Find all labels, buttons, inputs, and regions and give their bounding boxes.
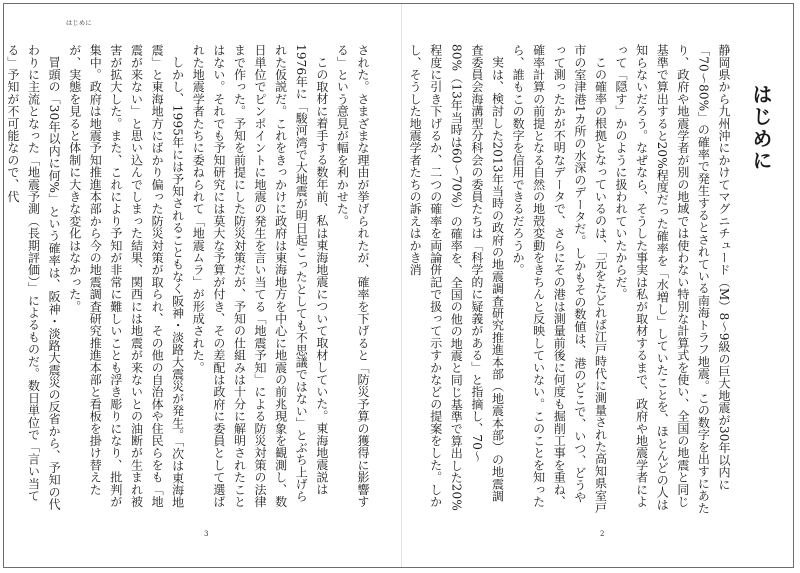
right-page-body — [408, 44, 734, 514]
paragraph: 冒頭の「30年以内に何%」という確率は、阪神・淡路大震災の反省から、予知の代わりに主流となった「地震予測（長期評価）」によるものだ。数日単位で「言い当てる」予知が不可能なので、代 — [5, 44, 62, 511]
chapter-title: はじめに — [749, 84, 773, 172]
paragraph: 実は、検討した2013年当時の政府の地震調査研究推進本部（地震本部）の地震調査委員会海溝型分科会の委員たちは「科学的に疑義がある」と指摘し、70〜80%（13年当時は60〜70%）の確率を、全国の他の地震と同じ基準で算出した20%程度に引き下げるか、二つの確率を両論併記で扱って示すかなどの提案をした。しかし、そうした地震学者たちの訴えはかき消 — [408, 44, 505, 511]
paragraph: しかし、1995年には予知されることもなく阪神・淡路大震災が発生。「次は東海地震」と東海地方にばかり偏った防災対策が取られ、その他の自治体や住民らをも「地震が来ない」と思い込んでしまった結果、関西には地震が来ないとの油断が生まれ被害が拡大した。また、これにより予知が非常に難しいことも浮き彫りになり、批判が集中。政府は地震予知推進本部から今の地震調査研究推進本部と看板を掛け替えたが、実態を見ると体制に大きな変化はなかった。 — [67, 44, 185, 509]
running-head: はじめに — [66, 20, 93, 27]
paragraph: この取材に着手する数年前、私は東海地震について取材していた。東海地震説は1976年に「駿河湾で大地震が明日起こったとしても不思議ではない」とぶち上げられた仮説だ。これをきっかけに政府は東海地方を中心に地震の前兆現象を観測し、数日単位でピンポイントに地震の発生を言い当てる「地震予知」による防災対策の法律まで作った。予知を前提にした防災対策だが、予知の仕組みは十分に解明されたことはない。それでも予知研究には莫大な予算が付き、その差配は政府に委員として選ばれた地震学者たちに委ねられて「地震ムラ」が形成された。 — [191, 44, 329, 508]
page-number: 2 — [600, 530, 605, 538]
left-page-body — [5, 44, 373, 514]
page-number: 3 — [204, 530, 209, 538]
book-spread — [3, 3, 794, 568]
paragraph: された。さまざまな理由が挙げられたが、確率を下げると「防災予算の獲得に影響する」という意見が幅を利かせた。 — [335, 44, 370, 508]
paragraph: 静岡県から九州沖にかけてマグニチュード（M）8〜9級の巨大地震が30年以内に「70〜80%」の確率で発生するとされている南海トラフ地震。この数字を出すにあたり、政府や地震学者が別の地域では使わない特別な計算式を使い、全国の地震と同じ基準で算出すると20%程度だった確率を「水増し」していたことを、ほとんどの人は知らないだろう。なぜなら、そうした事実は私が取材するまで、政府や地震学者によって「隠す」かのように扱われていたからだ。 — [614, 44, 731, 514]
paragraph: この確率の根拠となっているのは、「元をたどれば江戸時代に測量された高知県室戸市の室津港1カ所の水深のデータだ。しかもその数値は、港のどこで、いつ、どうやって測ったかが不明なデータで、さらにその港は測量前後に何度も掘削工事を重ね、確率計算の前提となる自然の地殻変動をきちんと反映していない。このことを知ったら、誰もこの数字を信用できるだろうか。 — [511, 44, 608, 514]
right-page — [402, 4, 794, 567]
left-page — [4, 4, 402, 567]
